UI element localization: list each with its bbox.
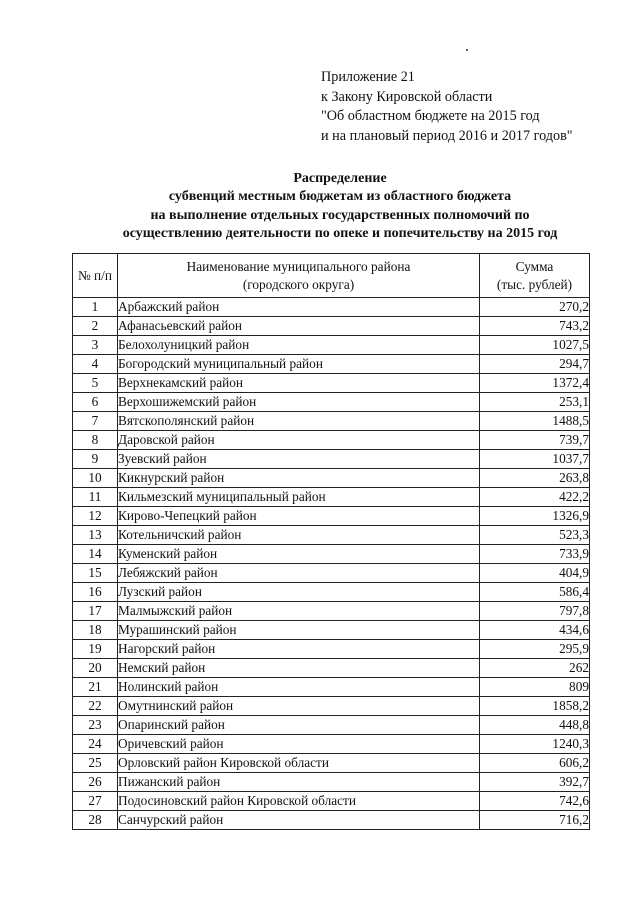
row-number: 3 — [73, 336, 118, 355]
scan-speck — [466, 49, 468, 51]
row-number: 15 — [73, 564, 118, 583]
district-name: Верхошижемский район — [118, 393, 480, 412]
row-number: 8 — [73, 431, 118, 450]
district-name: Кикнурский район — [118, 469, 480, 488]
subsidy-amount: 253,1 — [480, 393, 590, 412]
subsidy-amount: 716,2 — [480, 811, 590, 830]
district-name: Мурашинский район — [118, 621, 480, 640]
subsidy-amount: 270,2 — [480, 298, 590, 317]
subsidy-amount: 1326,9 — [480, 507, 590, 526]
row-number: 4 — [73, 355, 118, 374]
subsidy-amount: 448,8 — [480, 716, 590, 735]
row-number: 28 — [73, 811, 118, 830]
district-name: Вятскополянский район — [118, 412, 480, 431]
subsidy-amount: 743,2 — [480, 317, 590, 336]
row-number: 23 — [73, 716, 118, 735]
district-name: Лузский район — [118, 583, 480, 602]
table-row — [73, 469, 590, 488]
district-name: Кильмезский муниципальный район — [118, 488, 480, 507]
row-number: 17 — [73, 602, 118, 621]
subsidy-table — [72, 253, 590, 830]
header-sum: Сумма (тыс. рублей) — [480, 254, 590, 298]
table-row — [73, 317, 590, 336]
district-name: Даровской район — [118, 431, 480, 450]
table-row — [73, 412, 590, 431]
table-row — [73, 716, 590, 735]
district-name: Орловский район Кировской области — [118, 754, 480, 773]
district-name: Арбажский район — [118, 298, 480, 317]
row-number: 18 — [73, 621, 118, 640]
appendix-line: и на плановый период 2016 и 2017 годов" — [321, 127, 573, 144]
district-name: Кирово-Чепецкий район — [118, 507, 480, 526]
row-number: 19 — [73, 640, 118, 659]
subsidy-amount: 797,8 — [480, 602, 590, 621]
subsidy-amount: 523,3 — [480, 526, 590, 545]
subsidy-amount: 809 — [480, 678, 590, 697]
row-number: 11 — [73, 488, 118, 507]
district-name: Нолинский район — [118, 678, 480, 697]
subsidy-amount: 1858,2 — [480, 697, 590, 716]
row-number: 13 — [73, 526, 118, 545]
table-row — [73, 431, 590, 450]
district-name: Омутнинский район — [118, 697, 480, 716]
appendix-line: Приложение 21 — [321, 69, 415, 85]
district-name: Лебяжский район — [118, 564, 480, 583]
title-line: на выполнение отдельных государственных полномочий по — [150, 207, 530, 223]
table-row — [73, 450, 590, 469]
table-header-row — [73, 254, 590, 298]
title-line: субвенций местным бюджетам из областного бюджета — [168, 189, 512, 205]
subsidy-amount: 262 — [480, 659, 590, 678]
subsidy-amount: 1037,7 — [480, 450, 590, 469]
table-row — [73, 488, 590, 507]
subsidy-amount: 1488,5 — [480, 412, 590, 431]
district-name: Куменский район — [118, 545, 480, 564]
district-name: Афанасьевский район — [118, 317, 480, 336]
appendix-line: "Об областном бюджете на 2015 год — [321, 108, 540, 124]
table-row — [73, 507, 590, 526]
table-row — [73, 659, 590, 678]
district-name: Зуевский район — [118, 450, 480, 469]
appendix-header — [321, 68, 573, 146]
table-row — [73, 355, 590, 374]
subsidy-amount: 422,2 — [480, 488, 590, 507]
table-row — [73, 640, 590, 659]
document-title — [40, 170, 640, 244]
row-number: 10 — [73, 469, 118, 488]
subsidy-amount: 294,7 — [480, 355, 590, 374]
row-number: 14 — [73, 545, 118, 564]
subsidy-amount: 742,6 — [480, 792, 590, 811]
subsidy-amount: 263,8 — [480, 469, 590, 488]
subsidy-amount: 434,6 — [480, 621, 590, 640]
row-number: 21 — [73, 678, 118, 697]
title-line: Распределение — [293, 171, 387, 186]
table-row — [73, 621, 590, 640]
row-number: 26 — [73, 773, 118, 792]
table-row — [73, 735, 590, 754]
subsidy-amount: 404,9 — [480, 564, 590, 583]
district-name: Малмыжский район — [118, 602, 480, 621]
district-name: Санчурский район — [118, 811, 480, 830]
subsidy-amount: 606,2 — [480, 754, 590, 773]
table-row — [73, 773, 590, 792]
row-number: 9 — [73, 450, 118, 469]
table-row — [73, 545, 590, 564]
table-row — [73, 374, 590, 393]
district-name: Оричевский район — [118, 735, 480, 754]
district-name: Нагорский район — [118, 640, 480, 659]
table-row — [73, 602, 590, 621]
district-name: Верхнекамский район — [118, 374, 480, 393]
table-row — [73, 792, 590, 811]
subsidy-amount: 739,7 — [480, 431, 590, 450]
table-row — [73, 393, 590, 412]
row-number: 25 — [73, 754, 118, 773]
row-number: 12 — [73, 507, 118, 526]
table-row — [73, 754, 590, 773]
row-number: 6 — [73, 393, 118, 412]
district-name: Богородский муниципальный район — [118, 355, 480, 374]
table-row — [73, 298, 590, 317]
table-row — [73, 583, 590, 602]
subsidy-amount: 586,4 — [480, 583, 590, 602]
district-name: Котельничский район — [118, 526, 480, 545]
district-name: Белохолуницкий район — [118, 336, 480, 355]
header-number: № п/п — [73, 254, 118, 298]
table-row — [73, 678, 590, 697]
row-number: 1 — [73, 298, 118, 317]
row-number: 5 — [73, 374, 118, 393]
district-name: Подосиновский район Кировской области — [118, 792, 480, 811]
row-number: 20 — [73, 659, 118, 678]
row-number: 16 — [73, 583, 118, 602]
row-number: 7 — [73, 412, 118, 431]
subsidy-amount: 733,9 — [480, 545, 590, 564]
row-number: 27 — [73, 792, 118, 811]
header-district-name: Наименование муниципального района (городского округа) — [118, 254, 480, 298]
subsidy-amount: 392,7 — [480, 773, 590, 792]
subsidy-amount: 1027,5 — [480, 336, 590, 355]
table-row — [73, 697, 590, 716]
appendix-line: к Закону Кировской области — [321, 88, 493, 105]
subsidy-amount: 1240,3 — [480, 735, 590, 754]
district-name: Опаринский район — [118, 716, 480, 735]
table-row — [73, 336, 590, 355]
row-number: 22 — [73, 697, 118, 716]
title-line: осуществлению деятельности по опеке и попечительству на 2015 год — [122, 226, 558, 242]
table-row — [73, 526, 590, 545]
table-row — [73, 564, 590, 583]
district-name: Пижанский район — [118, 773, 480, 792]
row-number: 2 — [73, 317, 118, 336]
district-name: Немский район — [118, 659, 480, 678]
table-row — [73, 811, 590, 830]
subsidy-amount: 1372,4 — [480, 374, 590, 393]
table-body — [73, 298, 590, 830]
row-number: 24 — [73, 735, 118, 754]
subsidy-amount: 295,9 — [480, 640, 590, 659]
